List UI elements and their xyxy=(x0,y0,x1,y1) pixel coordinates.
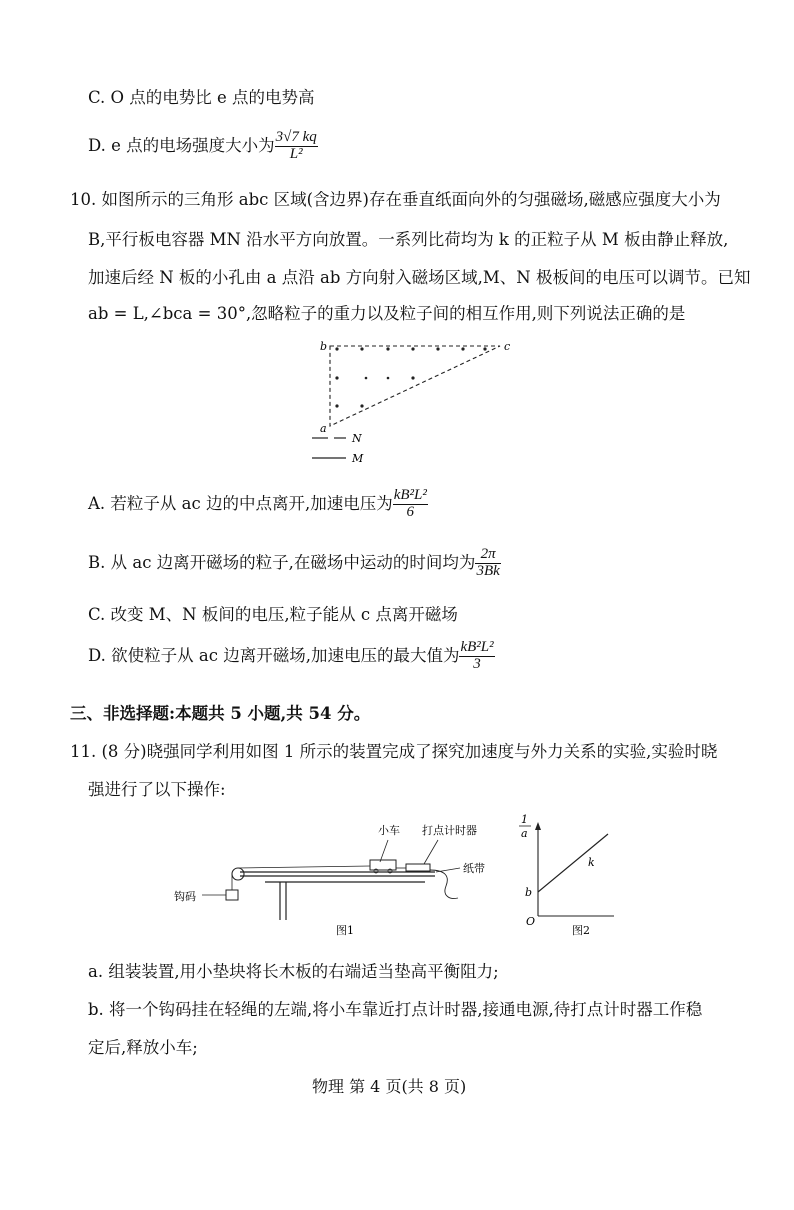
q11-stem-line-1: 11. (8 分)晓强同学利用如图 1 所示的装置完成了探究加速度与外力关系的实验,实验时晓 xyxy=(70,742,718,761)
fraction-numerator: 2π xyxy=(475,547,500,564)
point-b-label: b xyxy=(320,340,328,353)
page-footer: 物理 第 4 页(共 8 页) xyxy=(312,1077,467,1096)
q10-option-d xyxy=(88,640,495,673)
q10-option-b-text: B. 从 ac 边离开磁场的粒子,在磁场中运动的时间均为 xyxy=(88,552,476,572)
q10-option-d-text: D. 欲使粒子从 ac 边离开磁场,加速电压的最大值为 xyxy=(88,645,460,665)
q9-option-c: C. O 点的电势比 e 点的电势高 xyxy=(88,88,315,107)
pulley xyxy=(232,868,244,880)
q11-step-a: a. 组装装置,用小垫块将长木板的右端适当垫高平衡阻力; xyxy=(88,962,499,981)
cart-label: 小车 xyxy=(378,824,400,837)
cart xyxy=(370,860,396,870)
weight-label: 钩码 xyxy=(174,890,196,903)
q10-option-a-fraction xyxy=(393,488,428,521)
point-c-label: c xyxy=(504,340,511,353)
q10-option-d-fraction xyxy=(459,640,494,673)
q11-stem-line-2: 强进行了以下操作: xyxy=(88,780,226,799)
figure-1-caption: 图1 xyxy=(336,924,354,937)
fraction-numerator: 3√7 kq xyxy=(275,129,317,145)
fraction-numerator: kB²L² xyxy=(460,639,494,655)
q9-option-d-text: D. e 点的电场强度大小为 xyxy=(88,135,275,155)
q10-option-a xyxy=(88,488,428,521)
y-axis-label-numerator: 1 xyxy=(521,813,528,826)
origin-label: O xyxy=(526,915,536,928)
figure-2-caption: 图2 xyxy=(572,924,590,937)
q10-stem-line-1: 10. 如图所示的三角形 abc 区域(含边界)存在垂直纸面向外的匀强磁场,磁感应强度大小为 xyxy=(70,190,721,209)
section-3-heading: 三、非选择题:本题共 5 小题,共 54 分。 xyxy=(70,704,371,723)
q11-figure-1-apparatus xyxy=(170,812,500,942)
q10-triangle-figure xyxy=(300,334,530,470)
q10-option-c: C. 改变 M、N 板间的电压,粒子能从 c 点离开磁场 xyxy=(88,605,458,624)
graph-line xyxy=(538,834,608,892)
fraction-numerator: kB²L² xyxy=(393,487,427,503)
q11-figure-2-graph xyxy=(510,808,630,943)
intercept-b-label: b xyxy=(525,886,533,899)
q10-stem-line-2: B,平行板电容器 MN 沿水平方向放置。一系列比荷均为 k 的正粒子从 M 板由静止释放, xyxy=(88,230,729,249)
q10-stem-line-4: ab = L,∠bca = 30°,忽略粒子的重力以及粒子间的相互作用,则下列说法正确的是 xyxy=(88,304,686,323)
slope-k-label: k xyxy=(588,856,595,869)
q11-step-b-line-2: 定后,释放小车; xyxy=(88,1038,198,1057)
tape-label: 纸带 xyxy=(463,862,485,875)
fraction-denominator: 3 xyxy=(473,655,481,672)
magnetic-field-dots xyxy=(335,347,486,407)
fraction-denominator: L² xyxy=(289,145,303,162)
q11-step-b-line-1: b. 将一个钩码挂在轻绳的左端,将小车靠近打点计时器,接通电源,待打点计时器工作稳 xyxy=(88,1000,703,1019)
y-axis-label-denominator: a xyxy=(521,827,528,840)
timer-label: 打点计时器 xyxy=(422,824,477,837)
fraction-denominator: 6 xyxy=(406,503,415,520)
q9-option-d-fraction xyxy=(275,130,318,163)
q10-option-b-fraction xyxy=(475,547,500,580)
q10-option-a-text: A. 若粒子从 ac 边的中点离开,加速电压为 xyxy=(88,493,393,513)
q9-option-d xyxy=(88,130,318,163)
point-a-label: a xyxy=(320,422,327,435)
timer xyxy=(406,864,430,871)
plate-m-label: M xyxy=(352,452,364,465)
q10-option-b xyxy=(88,547,501,580)
plate-n-label: N xyxy=(352,432,362,445)
fraction-denominator: 3Bk xyxy=(476,562,500,579)
string xyxy=(238,866,370,868)
paper-tape xyxy=(430,870,458,899)
weight xyxy=(226,890,238,900)
q10-stem-line-3: 加速后经 N 板的小孔由 a 点沿 ab 方向射入磁场区域,M、N 极板间的电压可以调节。已知 xyxy=(88,268,751,287)
triangle-boundary xyxy=(330,346,500,426)
